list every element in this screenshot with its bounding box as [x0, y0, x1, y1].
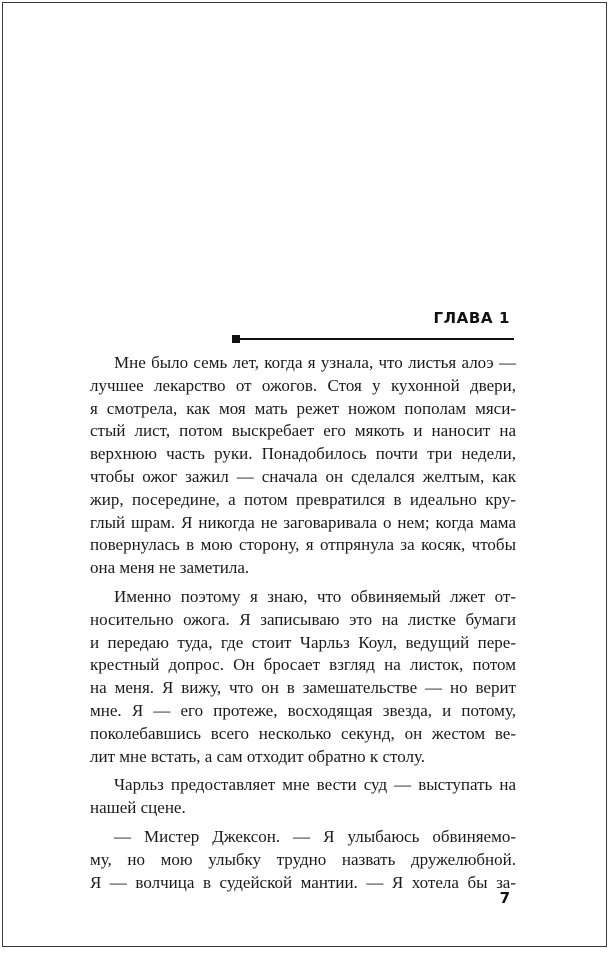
text-line: лит мне встать, а сам отходит обратно к столу. — [90, 746, 426, 766]
text-line: Я — волчица в судейской мантии. — Я хотела бы за- — [90, 872, 516, 892]
paragraph — [66, 774, 516, 820]
paragraph — [66, 826, 516, 894]
text-line: мне. Я — его протеже, восходящая звезда, и потому, — [90, 700, 516, 720]
text-line: му, но мою улыбку трудно назвать дружелюбной. — [90, 849, 516, 869]
text-line: повернулась в мою сторону, я отпрянула за косяк, чтобы — [90, 535, 516, 555]
chapter-rule — [234, 338, 514, 340]
paragraph — [66, 352, 516, 580]
text-line: стый лист, потом выскребает его мякоть и наносит на — [90, 421, 516, 441]
text-line: на меня. Я вижу, что он в замешательстве — но верит — [90, 678, 516, 698]
text-line: нашей сцене. — [90, 798, 186, 818]
text-line: лучшее лекарство от ожогов. Стоя у кухонной двери, — [90, 375, 516, 395]
text-line: поколебавшись всего несколько секунд, он жестом ве- — [90, 723, 516, 743]
text-line: глый шрам. Я никогда не заговаривала о нем; когда мама — [90, 512, 516, 532]
page-number: 7 — [499, 889, 510, 907]
text-line: и передаю туда, где стоит Чарльз Коул, ведущий пере- — [90, 632, 516, 652]
text-line: носительно ожога. Я записываю это на листке бумаги — [90, 609, 516, 629]
text-line: Чарльз предоставляет мне вести суд — выступать на — [114, 775, 516, 795]
text-line: — Мистер Джексон. — Я улыбаюсь обвиняемо- — [114, 826, 516, 846]
text-line: верхнюю часть руки. Понадобилось почти три недели, — [90, 444, 516, 464]
text-line: жир, посередине, а потом превратился в идеально кру- — [90, 489, 516, 509]
text-line: она меня не заметила. — [90, 558, 250, 578]
text-line: Мне было семь лет, когда я узнала, что листья алоэ — — [114, 353, 516, 372]
text-line: крестный допрос. Он бросает взгляд на листок, потом — [90, 655, 516, 675]
text-line: Именно поэтому я знаю, что обвиняемый лжет от- — [114, 586, 516, 606]
body-text — [66, 352, 516, 894]
text-line: чтобы ожог зажил — сначала он сделался желтым, как — [90, 466, 516, 486]
book-page — [2, 2, 607, 947]
chapter-heading: ГЛАВА 1 — [433, 309, 510, 327]
paragraph — [66, 586, 516, 768]
text-line: я смотрела, как моя мать режет ножом пополам мяси- — [90, 398, 516, 418]
